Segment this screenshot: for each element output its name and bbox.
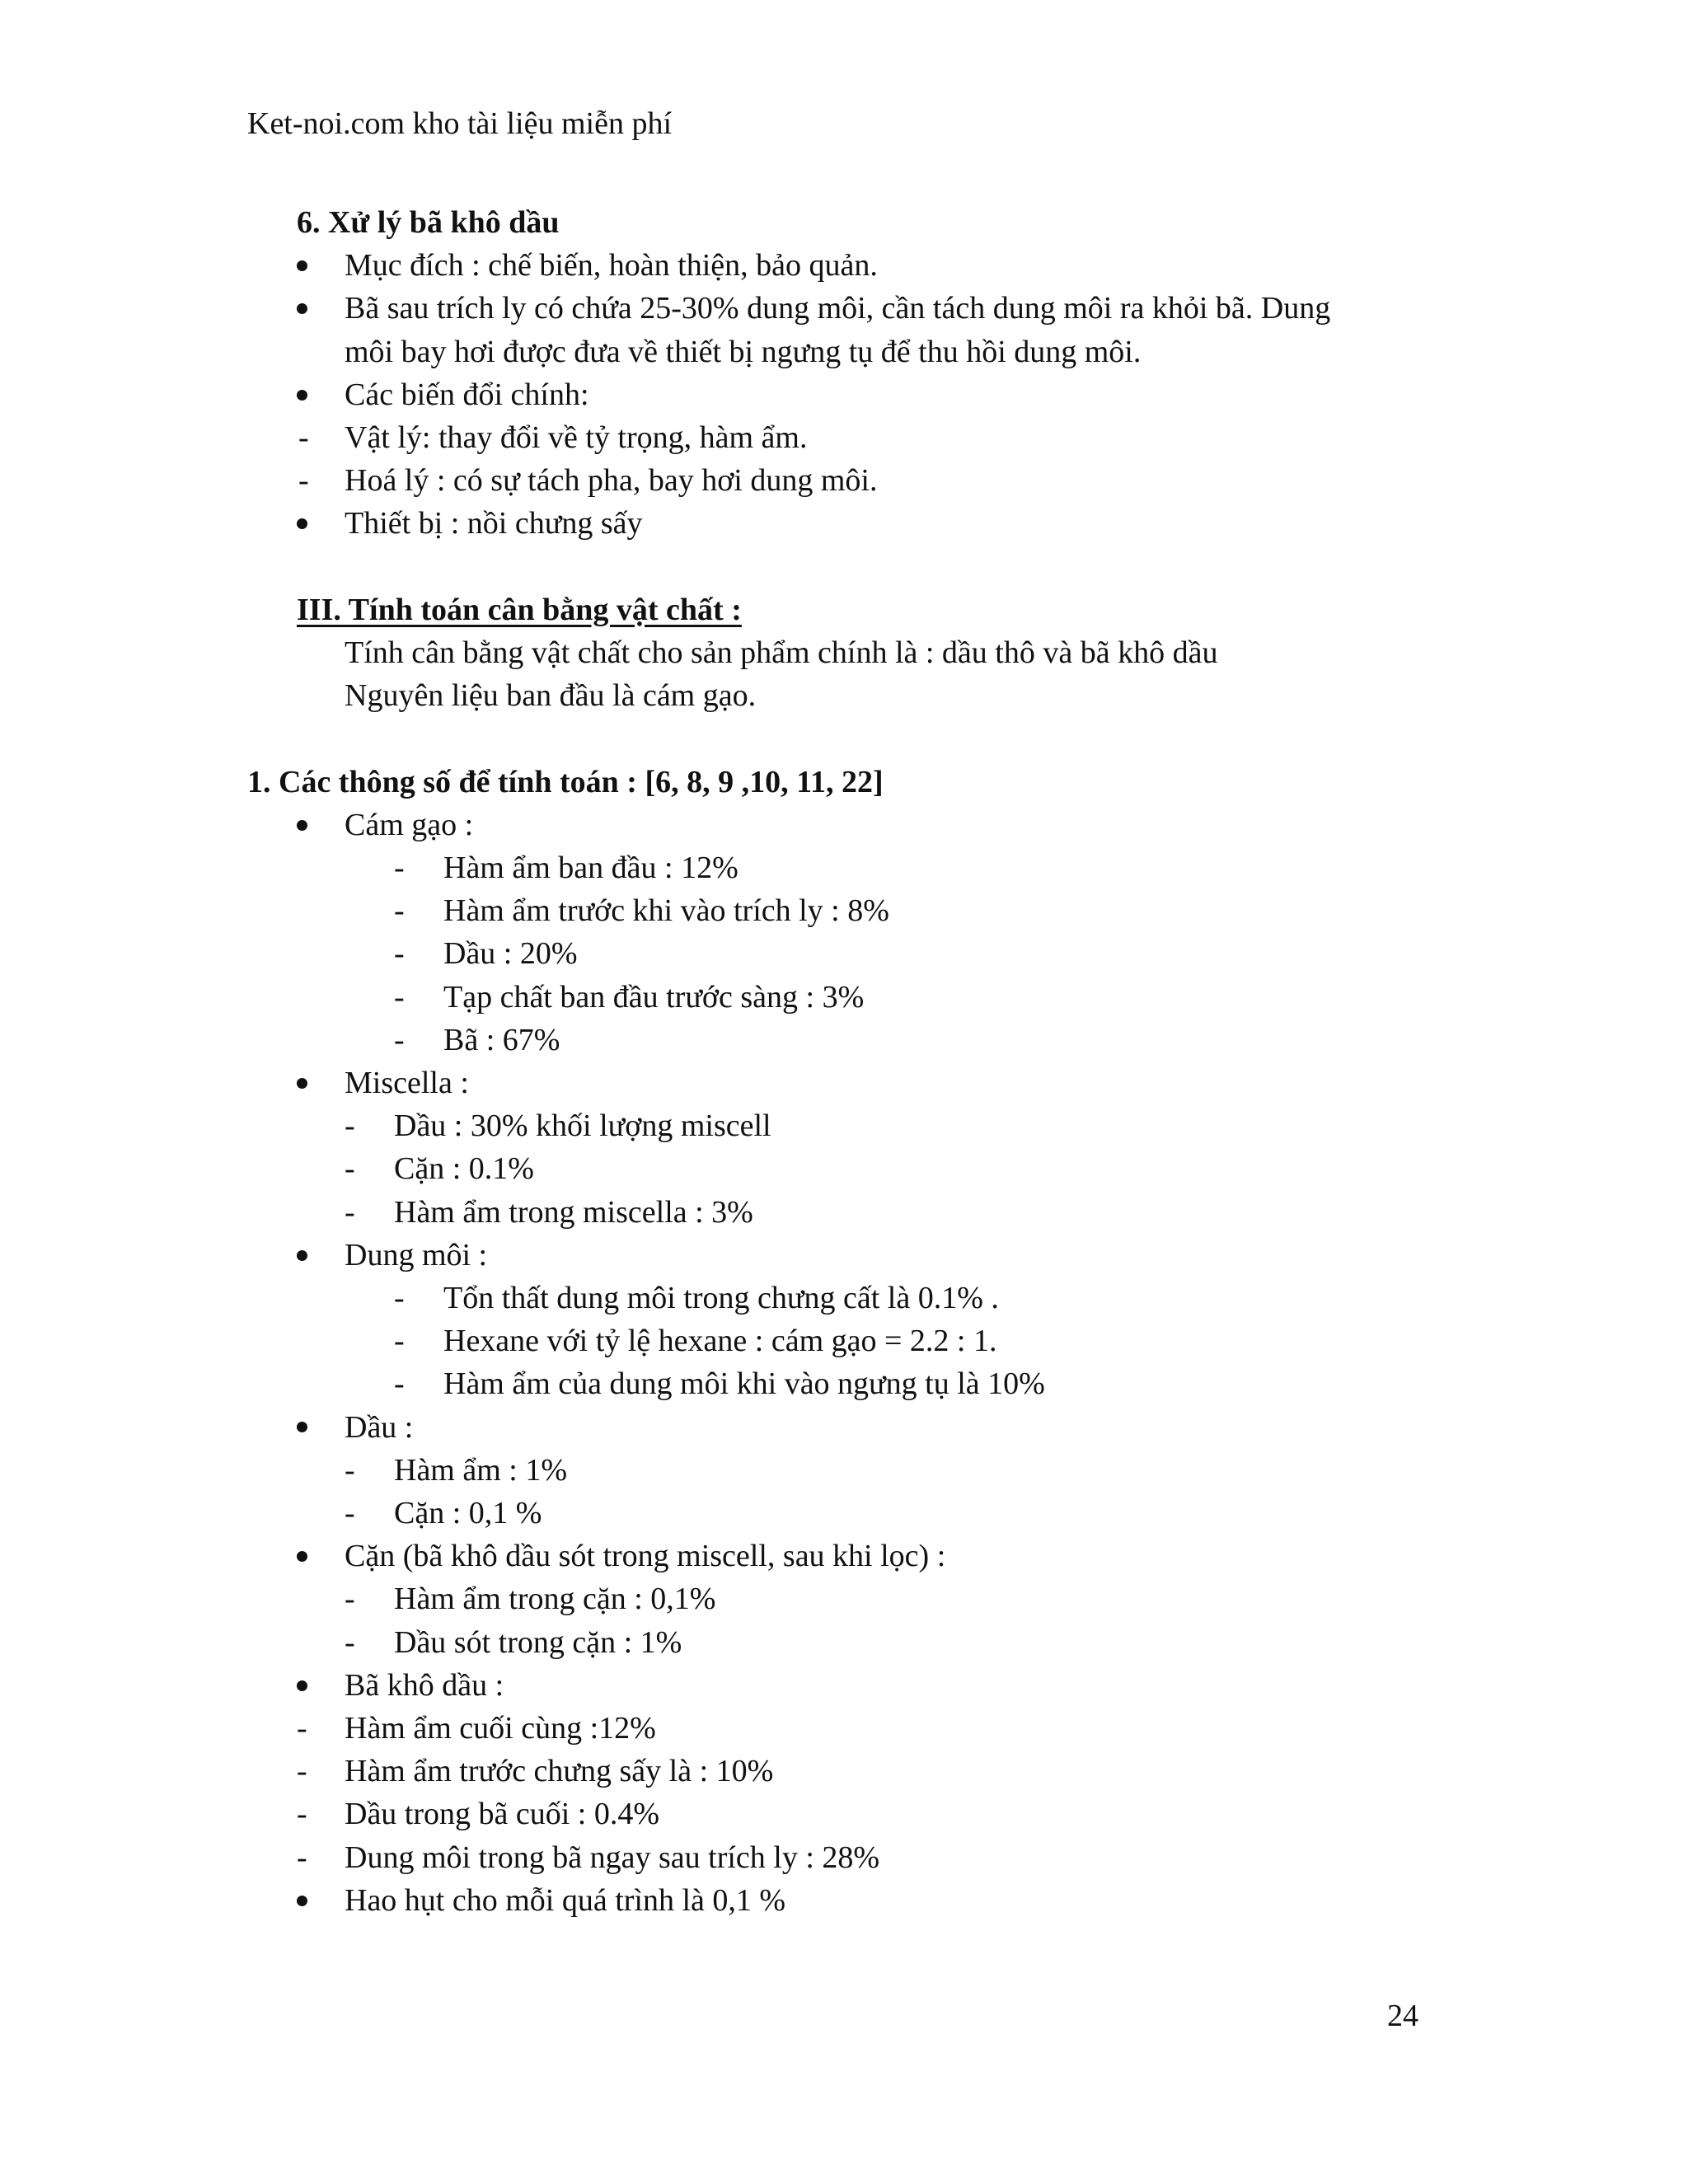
bullet-icon — [297, 502, 330, 545]
dash-icon: - — [394, 1281, 405, 1315]
group-item: Hàm ẩm trong cặn : 0,1% — [394, 1582, 716, 1617]
dash-icon: - — [394, 1324, 405, 1359]
bullet-dot-icon — [297, 1078, 307, 1089]
list-item: Mục đích : chế biến, hoàn thiện, bảo quản. — [345, 248, 878, 284]
dash-icon: - — [345, 1151, 355, 1187]
list-item: Bã sau trích ly có chứa 25-30% dung môi, cần tách dung môi ra khỏi bã. Dung — [345, 291, 1331, 326]
dash-icon: - — [345, 1194, 355, 1230]
list-item: Các biến đổi chính: — [345, 377, 589, 412]
group-item: Hàm ẩm : 1% — [394, 1452, 568, 1488]
bullet-dot-icon — [297, 303, 307, 314]
bullet-icon — [297, 1664, 330, 1707]
section-title: 1. Các thông số để tính toán : [6, 8, 9 ,10, 11, 22] — [247, 764, 884, 799]
group-item: Dung môi trong bã ngay sau trích ly : 28% — [345, 1840, 880, 1875]
group-item: Tổn thất dung môi trong chưng cất là 0.1% . — [443, 1281, 999, 1315]
dash-icon: - — [345, 1452, 355, 1488]
group-label: Dầu : — [345, 1409, 414, 1445]
dash-icon: - — [297, 1797, 307, 1832]
dash-icon: - — [297, 1711, 307, 1746]
group-item: Dầu sót trong cặn : 1% — [394, 1624, 682, 1660]
page-header: Ket-noi.com kho tài liệu miễn phí — [247, 106, 673, 141]
section-title: III. Tính toán cân bằng vật chất : — [297, 592, 742, 627]
paragraph-line: Nguyên liệu ban đầu là cám gạo. — [345, 678, 757, 714]
bullet-icon — [297, 1406, 330, 1449]
list-item: Hoá lý : có sự tách pha, bay hơi dung môi. — [345, 463, 878, 499]
bullet-dot-icon — [297, 1551, 307, 1562]
bullet-dot-icon — [297, 518, 307, 529]
group-item: Hàm ẩm cuối cùng :12% — [345, 1711, 656, 1746]
bullet-dot-icon — [297, 390, 307, 401]
group-label: Cám gạo : — [345, 807, 474, 842]
list-item: Vật lý: thay đổi về tỷ trọng, hàm ẩm. — [345, 420, 808, 455]
list-item: Thiết bị : nồi chưng sấy — [345, 506, 643, 541]
dash-icon: - — [345, 1624, 355, 1660]
group-label: Miscella : — [345, 1066, 469, 1100]
dash-icon: - — [345, 1582, 355, 1617]
dash-icon: - — [298, 420, 309, 455]
group-label: Cặn (bã khô dầu sót trong miscell, sau khi lọc) : — [345, 1539, 946, 1574]
dash-icon: - — [394, 851, 405, 885]
group-item: Cặn : 0,1 % — [394, 1496, 542, 1530]
bullet-icon — [297, 287, 330, 330]
dash-icon: - — [297, 1840, 307, 1875]
group-item: Hàm ẩm trước khi vào trích ly : 8% — [443, 893, 889, 929]
bullet-icon — [297, 244, 330, 287]
group-item: Bã : 67% — [443, 1022, 560, 1057]
group-item: Dầu trong bã cuối : 0.4% — [345, 1797, 660, 1832]
group-item: Dầu : 30% khối lượng miscell — [394, 1108, 771, 1144]
bullet-dot-icon — [297, 820, 307, 831]
dash-icon: - — [345, 1496, 355, 1530]
dash-icon: - — [298, 463, 309, 499]
bullet-dot-icon — [297, 260, 307, 271]
dash-icon: - — [394, 936, 405, 972]
page-number: 24 — [1387, 1999, 1418, 2033]
group-item: Hàm ẩm của dung môi khi vào ngưng tụ là 10% — [443, 1366, 1045, 1402]
group-item: Hexane với tỷ lệ hexane : cám gạo = 2.2 : 1. — [443, 1324, 997, 1359]
dash-icon: - — [297, 1754, 307, 1789]
dash-icon: - — [394, 1366, 405, 1402]
group-label: Dung môi : — [345, 1237, 488, 1272]
bullet-dot-icon — [297, 1422, 307, 1432]
group-item: Cặn : 0.1% — [394, 1151, 534, 1187]
bullet-icon — [297, 373, 330, 416]
bullet-dot-icon — [297, 1680, 307, 1691]
bullet-icon — [297, 1879, 330, 1922]
bullet-icon — [297, 1234, 330, 1277]
dash-icon: - — [345, 1108, 355, 1144]
group-label: Bã khô dầu : — [345, 1667, 504, 1703]
list-item-continued: môi bay hơi được đưa về thiết bị ngưng tụ để thu hồi dung môi. — [345, 334, 1142, 369]
bullet-icon — [297, 1062, 330, 1104]
bullet-icon — [297, 804, 330, 846]
group-item: Dầu : 20% — [443, 936, 578, 972]
group-item: Hàm ẩm trước chưng sấy là : 10% — [345, 1754, 774, 1789]
dash-icon: - — [394, 893, 405, 929]
dash-icon: - — [394, 979, 405, 1015]
bullet-dot-icon — [297, 1250, 307, 1261]
bullet-dot-icon — [297, 1896, 307, 1906]
section-title: 6. Xử lý bã khô dầu — [297, 205, 560, 240]
paragraph-line: Tính cân bằng vật chất cho sản phẩm chính là : dầu thô và bã khô dầu — [345, 635, 1218, 670]
bullet-icon — [297, 1535, 330, 1577]
dash-icon: - — [394, 1022, 405, 1057]
group-item: Tạp chất ban đầu trước sàng : 3% — [443, 979, 865, 1015]
group-item: Hàm ẩm ban đầu : 12% — [443, 851, 738, 885]
group-label: Hao hụt cho mỗi quá trình là 0,1 % — [345, 1882, 786, 1918]
group-item: Hàm ẩm trong miscella : 3% — [394, 1194, 753, 1230]
